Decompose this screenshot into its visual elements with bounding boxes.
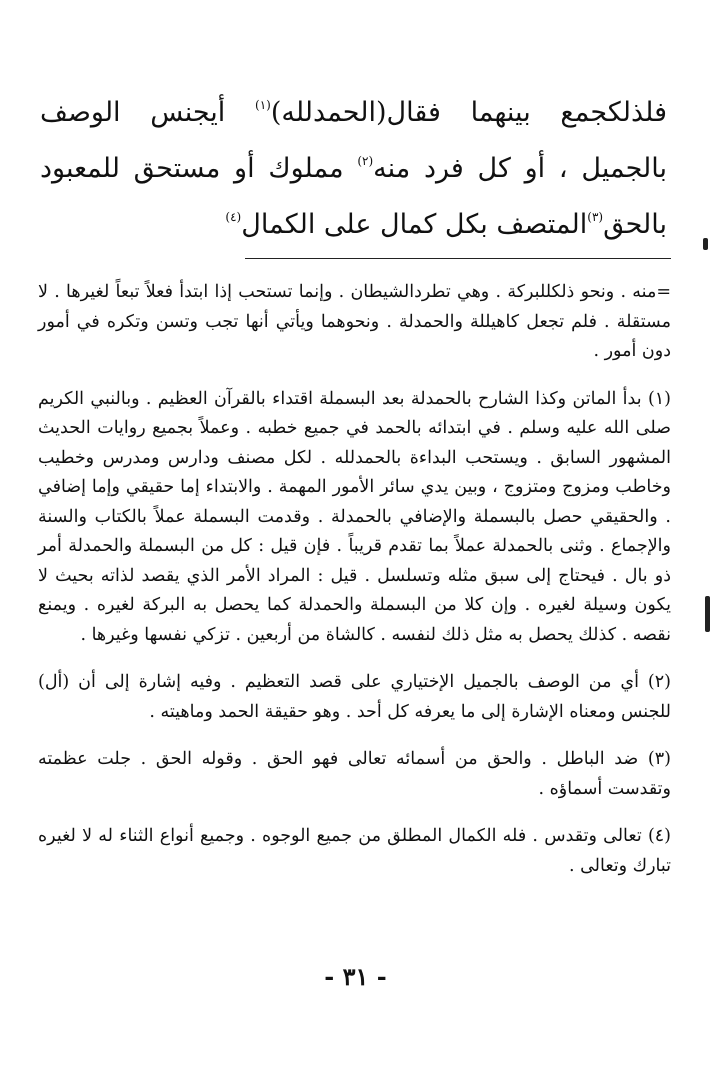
footnote-ref-1: (١)	[255, 98, 271, 112]
scan-mark	[705, 596, 710, 632]
footnote-number: (١)	[647, 388, 671, 409]
main-text-segment: مملوك أو مستحق للمعبود بالحق	[40, 153, 667, 240]
main-text-segment: أيجنس الوصف بالجميل ،	[40, 97, 667, 184]
main-text-segment: المتصف بكل كمال على الكمال	[241, 209, 588, 240]
main-text-segment: فلذلكجمع بينهما فقال(الحمدلله)	[270, 97, 667, 128]
footnote-ref-3: (٣)	[587, 210, 604, 224]
page-number: - ٣١ -	[324, 962, 387, 991]
footnote-2	[38, 668, 671, 727]
footnote-continuation: =منه . ونحو ذلكللبركة . وهي تطردالشيطان . وإنما تستحب إذا ابتدأ فعلاً تبعاً لغيرها . لا مستقلة . فلم تجعل كاهيللة والحمدلة . ونحوهما ويأتي أنها تجب وتسن وتكره في أمور دون أمور .	[38, 282, 671, 361]
footnote-text: أي من الوصف بالجميل الإختياري على قصد التعظيم . وفيه إشارة إلى أن (أل) للجنس ومعناه الإشارة إلى ما يعرفه كل أحد . وهو حقيقة الحمد وماهيته .	[38, 672, 671, 722]
footnote-text: ضد الباطل . والحق من أسمائه تعالى فهو الحق . وقوله الحق . جلت عظمته وتقدست أسماؤه .	[38, 749, 671, 799]
footnote-1	[38, 385, 671, 651]
main-text-segment: أو كل فرد منه	[373, 153, 546, 184]
main-text	[40, 85, 667, 253]
footnote-number: (٢)	[647, 672, 671, 692]
footnote-number: (٤)	[647, 826, 671, 846]
footnote-divider	[245, 258, 671, 259]
footnote-ref-4: (٤)	[225, 210, 242, 224]
scan-mark	[703, 238, 708, 250]
footnote-3	[38, 745, 671, 804]
footnote-text: بدأ الماتن وكذا الشارح بالحمدلة بعد البسملة اقتداء بالقرآن العظيم . وبالنبي الكريم صلى الله عليه وسلم . في ابتدائه بالحمد في جميع خطبه . وعملاً بجميع روايات الحديث المشهور السابق . ويستحب البداءة بالحمدلله . لكل مصنف ودارس ومدرس وخطيب وخاطب ومزوج ومتزوج ، وبين يدي سائر الأمور المهمة . والابتداء إما حقيقي وإما إضافي . والحقيقي حصل بالبسملة والإضافي بالحمدلة . وقدمت البسملة عملاً بالكتاب والسنة والإجماع . وثنى بالحمدلة عملاً بما تقدم قريباً . فإن قيل : كل من البسملة والحمدلة أمر ذو بال . فيحتاج إلى سبق مثله وتسلسل . قيل : المراد الأمر الذي يقصد لذاته بحيث لا يكون وسيلة لغيره . وإن كلا من البسملة والحمدلة كما يحصل به البركة لغيره . ويمنع نقصه . كذلك يحصل به مثل ذلك لنفسه . كالشاة من أربعين . تزكي نفسها وغيرها .	[38, 388, 671, 645]
footnote-number: (٣)	[647, 749, 671, 769]
footnote-text: تعالى وتقدس . فله الكمال المطلق من جميع الوجوه . وجميع أنواع الثناء له لا لغيره تبارك وتعالى .	[38, 826, 671, 876]
footnotes-section	[38, 278, 671, 881]
footnote-ref-2: (٢)	[357, 154, 374, 168]
footnote-4	[38, 822, 671, 881]
